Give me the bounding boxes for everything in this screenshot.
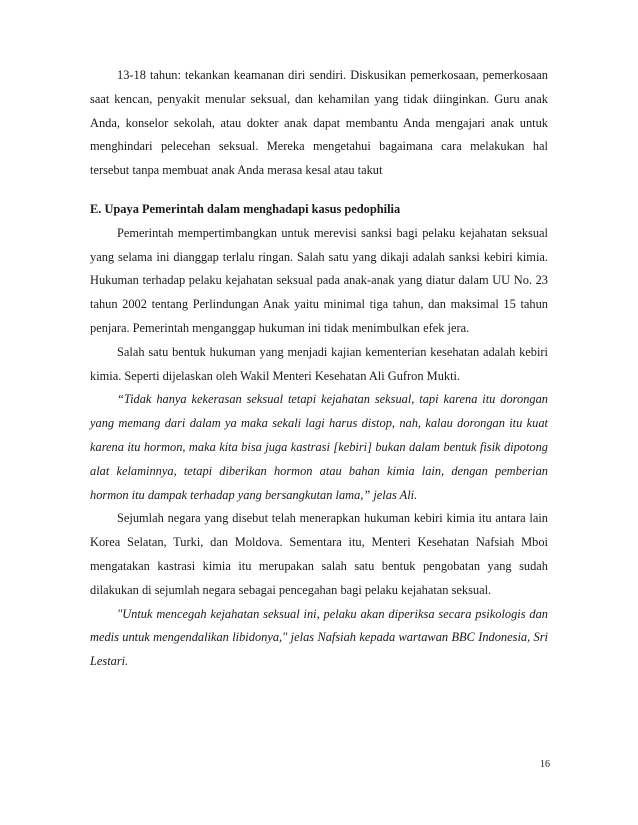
quote-paragraph-1: “Tidak hanya kekerasan seksual tetapi kejahatan seksual, tapi karena itu dorongan yang memang dari dalam ya maka sekali lagi harus distop, nah, kalau dorongan itu kuat karena itu hormon, maka kita bisa juga kastrasi [kebiri] bukan dalam bentuk fisik dipotong alat kelaminnya, tetapi diberikan hormon atau bahan kimia lain, dengan pemberian hormon itu dampak terhadap yang bersangkutan lama,” jelas Ali. [90,392,548,502]
intro-paragraph: 13-18 tahun: tekankan keamanan diri sendiri. Diskusikan pemerkosaan, pemerkosaan saat kencan, penyakit menular seksual, dan kehamilan yang tidak diinginkan. Guru anak Anda, konselor sekolah, atau dokter anak dapat membantu Anda mengajari anak untuk menghindari pelecehan seksual. Mereka mengetahui bagaimana cara melakukan hal tersebut tanpa membuat anak Anda merasa kesal atau takut [90,68,548,178]
quote-paragraph-2: "Untuk mencegah kejahatan seksual ini, pelaku akan diperiksa secara psikologis dan medis untuk mengendalikan libidonya," jelas Nafsiah kepada wartawan BBC Indonesia, Sri Lestari. [90,606,548,669]
section-heading: E. Upaya Pemerintah dalam menghadapi kasus pedophilia [90,201,401,216]
document-page [90,64,548,674]
spacer [90,183,548,198]
page-number: 16 [540,759,550,770]
body-paragraph-2: Salah satu bentuk hukuman yang menjadi kajian kementerian kesehatan adalah kebiri kimia. Seperti dijelaskan oleh Wakil Menteri Kesehatan Ali Gufron Mukti. [90,344,548,383]
body-paragraph-3: Sejumlah negara yang disebut telah menerapkan hukuman kebiri kimia itu antara lain Korea Selatan, Turki, dan Moldova. Sementara itu, Menteri Kesehatan Nafsiah Mboi mengatakan kastrasi kimia itu merupakan salah satu bentuk pengobatan yang sudah dilakukan di sejumlah negara sebagai pencegahan bagi pelaku kejahatan seksual. [90,511,548,597]
body-paragraph-1: Pemerintah mempertimbangkan untuk merevisi sanksi bagi pelaku kejahatan seksual yang selama ini dianggap terlalu ringan. Salah satu yang dikaji adalah sanksi kebiri kimia. Hukuman terhadap pelaku kejahatan seksual pada anak-anak yang diatur dalam UU No. 23 tahun 2002 tentang Perlindungan Anak yaitu minimal tiga tahun, dan maksimal 15 tahun penjara. Pemerintah menganggap hukuman ini tidak menimbulkan efek jera. [90,225,548,335]
